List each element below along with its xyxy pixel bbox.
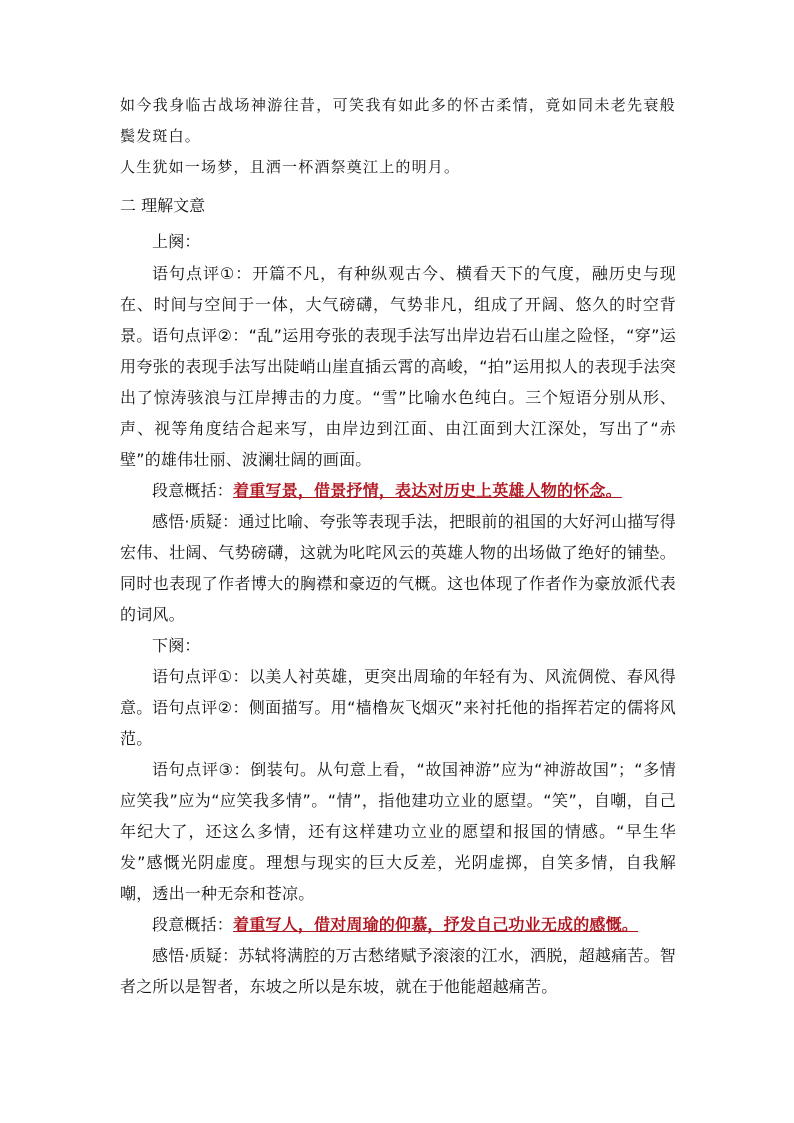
upper-insight: 感悟·质疑：通过比喻、夸张等表现手法，把眼前的祖国的大好河山描写得宏伟、壮阔、气势磅礴，这就为叱咤风云的英雄人物的出场做了绝好的铺垫。同时也表现了作者博大的胸襟和豪迈的气概。这也体现了作者作为豪放派代表的词风。 <box>120 512 676 624</box>
lower-title: 下阕： <box>152 636 201 655</box>
lower-comment-1: 语句点评①：以美人衬英雄，更突出周瑜的年轻有为、风流倜傥、春风得意。 <box>120 667 676 717</box>
upper-title: 上阕： <box>152 232 201 251</box>
upper-comment-1: 语句点评①：开篇不凡，有种纵观古今、横看天下的气度，融历史与现在、时间与空间于一体，大气磅礴，气势非凡，组成了开阔、悠久的时空背景。 <box>120 264 676 345</box>
upper-summary-label: 段意概括： <box>152 481 234 500</box>
upper-comment-2: 语句点评②：“乱”运用夸张的表现手法写出岸边岩石山崖之险怪，“穿”运用夸张的表现手法写出陡峭山崖直插云霄的高峻，“拍”运用拟人的表现手法突出了惊涛骇浪与江岸搏击的力度。“雪”比喻水色纯白。三个短语分别从形、声、视等角度结合起来写，由岸边到江面、由江面到大江深处，写出了“赤壁”的雄伟壮丽、波澜壮阔的画面。 <box>120 326 676 469</box>
translation-line-2: 人生犹如一场梦，且洒一杯酒祭奠江上的明月。 <box>120 158 461 176</box>
section-heading: 二 理解文意 <box>120 196 206 215</box>
translation-line-1: 如今我身临古战场神游往昔，可笑我有如此多的怀古柔情，竟如同未老先衰般鬓发斑白。 <box>120 96 676 145</box>
lower-summary-label: 段意概括： <box>152 915 234 934</box>
lower-comment-2: 语句点评②：侧面描写。用“樯橹灰飞烟灭”来衬托他的指挥若定的儒将风范。 <box>120 698 676 748</box>
lower-summary-text: 着重写人，借对周瑜的仰慕，抒发自己功业无成的感慨。 <box>233 915 639 934</box>
lower-comment-3: 语句点评③：倒装句。从句意上看，“故国神游”应为“神游故国”；“多情应笑我”应为“应笑我多情”。“情”，指他建功立业的愿望。“笑”，自嘲，自己年纪大了，还这么多情，还有这样建功立业的愿望和报国的情感。“早生华发”感慨光阴虚度。理想与现实的巨大反差，光阴虚掷，自笑多情，自我解嘲，透出一种无奈和苍凉。 <box>120 760 676 903</box>
upper-summary-text: 着重写景，借景抒情，表达对历史上英雄人物的怀念。 <box>233 481 622 500</box>
lower-insight: 感悟·质疑：苏轼将满腔的万古愁绪赋予滚滚的江水，洒脱，超越痛苦。智者之所以是智者，东坡之所以是东坡，就在于他能超越痛苦。 <box>120 946 676 996</box>
upper-summary <box>120 475 676 506</box>
lower-summary <box>120 909 676 940</box>
